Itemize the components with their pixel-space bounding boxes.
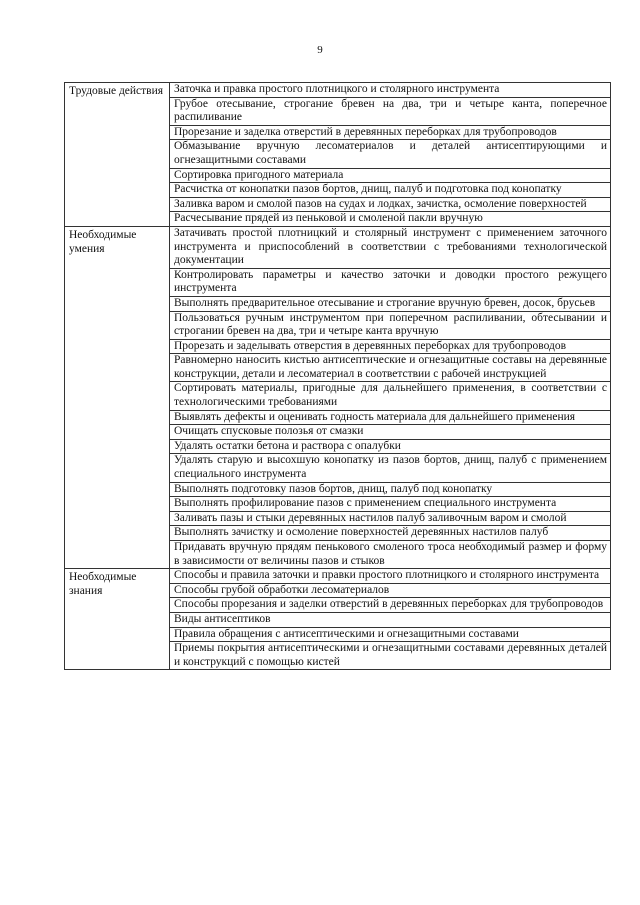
section-item: Способы прорезания и заделки отверстий в деревянных переборках для трубопроводов: [170, 598, 611, 613]
section-label: Необходимые умения: [65, 226, 170, 568]
requirements-table: [64, 82, 611, 670]
section-item: Обмазывание вручную лесоматериалов и деталей антисептирующими и огнезащитными составами: [170, 140, 611, 168]
section-item: Приемы покрытия антисептическими и огнезащитными составами деревянных деталей и конструкций с помощью кистей: [170, 642, 611, 670]
section-item: Расчесывание прядей из пеньковой и смоленой пакли вручную: [170, 212, 611, 227]
section-item: Грубое отесывание, строгание бревен на два, три и четыре канта, поперечное распиливание: [170, 97, 611, 125]
page-number: 9: [317, 44, 323, 56]
section-item: Заливка варом и смолой пазов на судах и лодках, зачистка, осмоление поверхностей: [170, 197, 611, 212]
section-item: Удалять остатки бетона и раствора с опалубки: [170, 439, 611, 454]
requirements-table-body: [65, 83, 611, 670]
section-item: Расчистка от конопатки пазов бортов, днищ, палуб и подготовка под конопатку: [170, 183, 611, 198]
section-item: Пользоваться ручным инструментом при поперечном распиливании, обтесывании и строгании бревен на два, три и четыре канта вручную: [170, 311, 611, 339]
section-item: Равномерно наносить кистью антисептические и огнезащитные составы на деревянные конструкции, детали и лесоматериал в соответствии с рабочей инструкцией: [170, 354, 611, 382]
section-item: Прорезание и заделка отверстий в деревянных переборках для трубопроводов: [170, 125, 611, 140]
section-item: Заточка и правка простого плотницкого и столярного инструмента: [170, 83, 611, 98]
section-item: Очищать спусковые полозья от смазки: [170, 425, 611, 440]
section-item: Выполнять профилирование пазов с применением специального инструмента: [170, 497, 611, 512]
section-label: Трудовые действия: [65, 83, 170, 227]
section-item: Выполнять предварительное отесывание и строгание вручную бревен, досок, брусьев: [170, 296, 611, 311]
section-item: Выполнять зачистку и осмоление поверхностей деревянных настилов палуб: [170, 526, 611, 541]
section-item: Сортировать материалы, пригодные для дальнейшего применения, в соответствии с технологическими требованиями: [170, 382, 611, 410]
section-item: Удалять старую и высохшую конопатку из пазов бортов, днищ, палуб с применением специального инструмента: [170, 454, 611, 482]
table-row: [65, 226, 611, 268]
section-item: Способы и правила заточки и правки простого плотницкого и столярного инструмента: [170, 569, 611, 584]
section-item: Заливать пазы и стыки деревянных настилов палуб заливочным варом и смолой: [170, 511, 611, 526]
section-item: Выполнять подготовку пазов бортов, днищ, палуб под конопатку: [170, 482, 611, 497]
section-item: Контролировать параметры и качество заточки и доводки простого режущего инструмента: [170, 268, 611, 296]
section-item: Правила обращения с антисептическими и огнезащитными составами: [170, 627, 611, 642]
section-item: Придавать вручную прядям пенькового смоленого троса необходимый размер и форму в зависимости от величины пазов и стыков: [170, 541, 611, 569]
table-row: [65, 83, 611, 98]
section-item: Затачивать простой плотницкий и столярный инструмент с применением заточного инструмента и приспособлений в соответствии с требованиями технологической документации: [170, 226, 611, 268]
section-item: Способы грубой обработки лесоматериалов: [170, 583, 611, 598]
table-row: [65, 569, 611, 584]
section-item: Сортировка пригодного материала: [170, 168, 611, 183]
section-label: Необходимые знания: [65, 569, 170, 670]
section-item: Выявлять дефекты и оценивать годность материала для дальнейшего применения: [170, 410, 611, 425]
section-item: Прорезать и заделывать отверстия в деревянных переборках для трубопроводов: [170, 339, 611, 354]
section-item: Виды антисептиков: [170, 612, 611, 627]
